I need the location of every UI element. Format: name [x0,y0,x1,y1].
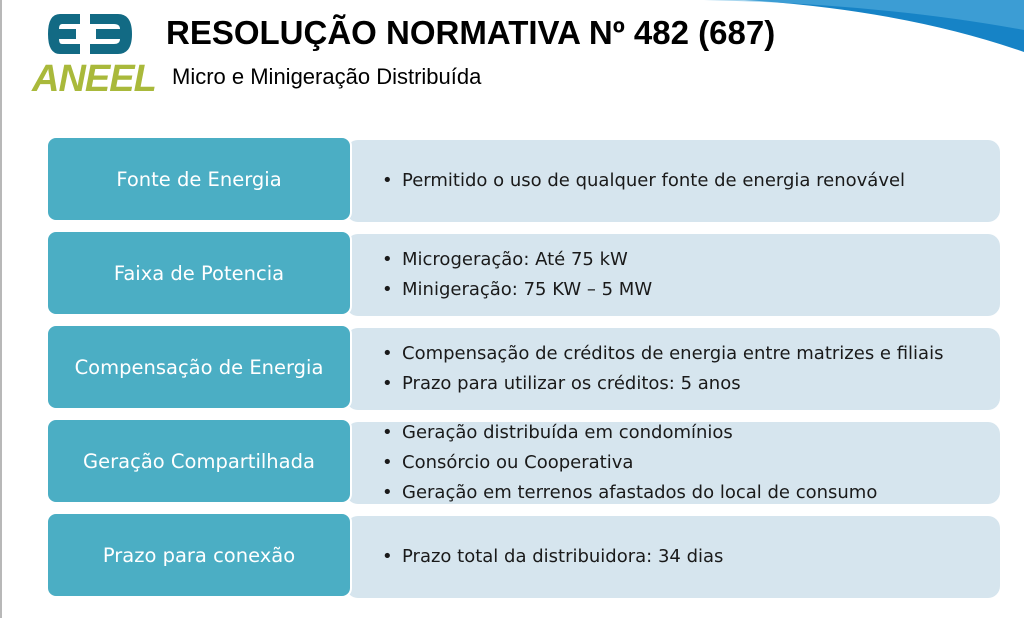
row-geracao-compartilhada [46,418,1000,506]
row-faixa-de-potencia [46,230,1000,318]
bullet-item: • Permitido o uso de qualquer fonte de energia renovável [382,166,1000,196]
row-content [346,422,1000,504]
row-fonte-de-energia [46,136,1000,224]
summary-table [46,136,1000,606]
aneel-logo-mark-icon [46,6,156,62]
page-subtitle: Micro e Minigeração Distribuída [172,64,482,89]
aneel-logo-text: ANEEL [32,58,156,100]
row-content [346,140,1000,222]
row-content [346,234,1000,316]
bullet-item: • Geração distribuída em condomínios [382,418,1000,448]
bullet-item: • Consórcio ou Cooperativa [382,448,1000,478]
bullet-item: • Minigeração: 75 KW – 5 MW [382,275,1000,305]
row-label: Prazo para conexão [46,512,352,598]
row-label: Geração Compartilhada [46,418,352,504]
bullet-item: • Prazo para utilizar os créditos: 5 anos [382,369,1000,399]
row-content [346,516,1000,598]
row-label: Faixa de Potencia [46,230,352,316]
bullet-item: • Geração em terrenos afastados do local de consumo [382,478,1000,508]
row-content [346,328,1000,410]
row-prazo-para-conexao [46,512,1000,600]
bullet-item: • Compensação de créditos de energia entre matrizes e filiais [382,339,1000,369]
slide-left-border [0,0,2,618]
row-compensacao-de-energia [46,324,1000,412]
bullet-item: • Prazo total da distribuidora: 34 dias [382,542,1000,572]
bullet-item: • Microgeração: Até 75 kW [382,245,1000,275]
row-label: Fonte de Energia [46,136,352,222]
aneel-logo [28,6,160,98]
row-label: Compensação de Energia [46,324,352,410]
page-title: RESOLUÇÃO NORMATIVA Nº 482 (687) [166,14,776,51]
